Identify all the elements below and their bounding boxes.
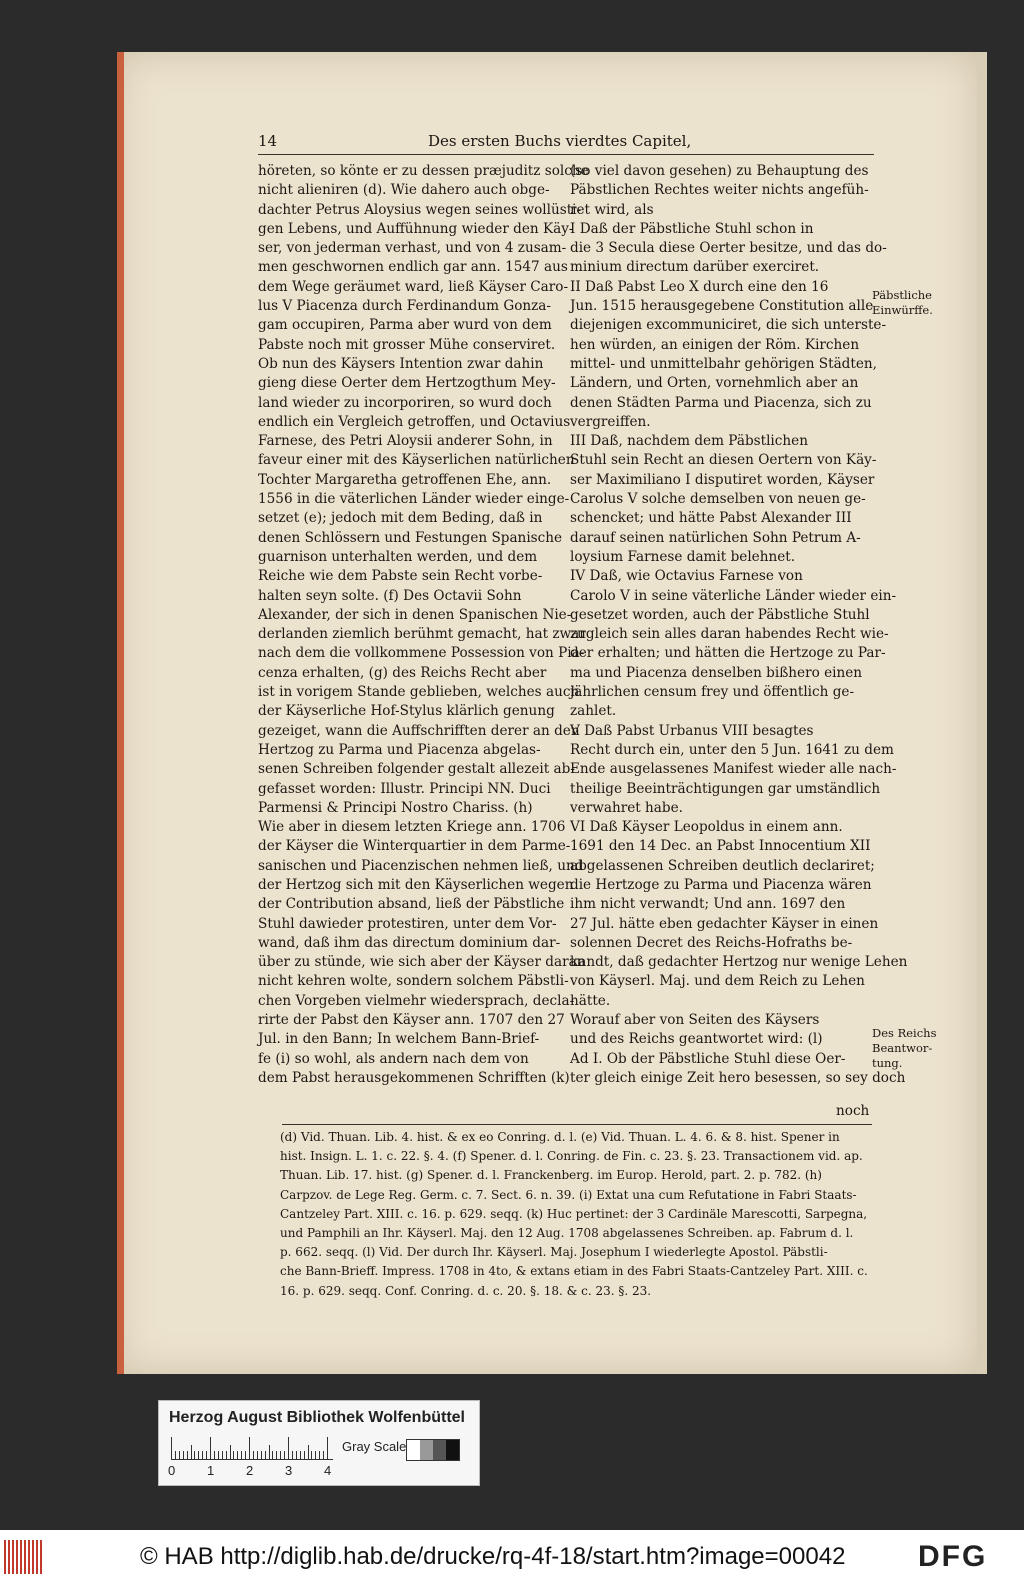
text-line: zahlet. bbox=[570, 703, 617, 720]
ruler-tick bbox=[226, 1451, 227, 1459]
text-line: schencket; und hätte Pabst Alexander III bbox=[570, 510, 852, 527]
text-line: Stuhl dawieder protestiren, unter dem Vor- bbox=[258, 915, 557, 932]
ruler-tick bbox=[284, 1451, 285, 1459]
text-line: Ob nun des Käysers Intention zwar dahin bbox=[258, 355, 544, 372]
ruler-tick bbox=[202, 1451, 203, 1459]
text-line: abgelassenen Schreiben deutlich declariret; bbox=[570, 857, 875, 874]
margin-note-line: tung. bbox=[872, 1056, 903, 1070]
text-line: Hertzog zu Parma und Piacenza abgelas- bbox=[258, 741, 541, 758]
text-line: der erhalten; und hätten die Hertzoge zu Par- bbox=[570, 645, 886, 662]
text-line: I Daß der Päbstliche Stuhl schon in bbox=[570, 220, 814, 237]
library-card bbox=[158, 1400, 480, 1486]
running-head: Des ersten Buchs vierdtes Capitel, bbox=[428, 132, 692, 150]
text-line: guarnison unterhalten werden, und dem bbox=[258, 548, 538, 565]
text-line: zugleich sein alles daran habendes Recht wie- bbox=[570, 626, 889, 643]
margin-note-line: Päbstliche bbox=[872, 288, 932, 302]
text-line: 1556 in die väterlichen Länder wieder einge- bbox=[258, 491, 570, 508]
ruler-tick bbox=[241, 1451, 242, 1459]
ruler-tick bbox=[191, 1445, 192, 1459]
text-line: denen Städten Parma und Piacenza, sich zu bbox=[570, 394, 872, 411]
footnote-line: che Bann-Brieff. Impress. 1708 in 4to, & extans etiam in des Fabri Staats-Cantzeley Part. XIII. c. bbox=[280, 1264, 868, 1279]
source-credit: © HAB http://diglib.hab.de/drucke/rq-4f-18/start.htm?image=00042 bbox=[140, 1543, 846, 1570]
gray-scale-label: Gray Scale bbox=[342, 1439, 407, 1454]
ruler-tick bbox=[288, 1437, 289, 1459]
text-line: die Hertzoge zu Parma und Piacenza wären bbox=[570, 876, 872, 893]
text-line: über zu stünde, wie sich aber der Käyser daran bbox=[258, 954, 586, 971]
text-line: gam occupiren, Parma aber wurd von dem bbox=[258, 317, 552, 334]
text-line: von Käyserl. Maj. und dem Reich zu Lehen bbox=[570, 973, 865, 990]
ruler-tick bbox=[261, 1451, 262, 1459]
scale-ruler bbox=[171, 1437, 333, 1460]
footnote-line: p. 662. seqq. (l) Vid. Der durch Ihr. Käyserl. Maj. Josephum I wiederlegte Apostol. Päbstli- bbox=[280, 1245, 828, 1260]
text-line: VI Daß Käyser Leopoldus in einem ann. bbox=[570, 819, 843, 836]
text-line: der Käyserliche Hof-Stylus klärlich genung bbox=[258, 703, 555, 720]
text-line: Ende ausgelassenes Manifest wieder alle nach- bbox=[570, 761, 897, 778]
ruler-tick bbox=[198, 1451, 199, 1459]
ruler-tick bbox=[214, 1451, 215, 1459]
text-line: derlanden ziemlich berühmt gemacht, hat zwar bbox=[258, 626, 586, 643]
text-line: Carolus V solche demselben von neuen ge- bbox=[570, 491, 866, 508]
ruler-tick bbox=[269, 1445, 270, 1459]
text-line: IV Daß, wie Octavius Farnese von bbox=[570, 568, 803, 585]
ruler-tick bbox=[175, 1451, 176, 1459]
text-line: rirte der Pabst den Käyser ann. 1707 den 27 bbox=[258, 1012, 565, 1029]
text-line: hätte. bbox=[570, 992, 611, 1009]
text-line: sanischen und Piacenzischen nehmen ließ, und bbox=[258, 857, 584, 874]
ruler-tick bbox=[245, 1451, 246, 1459]
text-line: cenza erhalten, (g) des Reichs Recht aber bbox=[258, 664, 547, 681]
text-line: minium directum darüber exerciret. bbox=[570, 259, 820, 276]
text-line: Jul. in den Bann; In welchem Bann-Brief- bbox=[258, 1031, 540, 1048]
text-line: theilige Beeinträchtigungen gar umständlich bbox=[570, 780, 881, 797]
ruler-tick bbox=[171, 1437, 172, 1459]
text-line: ma und Piacenza denselben bißhero einen bbox=[570, 664, 863, 681]
text-line: nicht kehren wolte, sondern solchem Päbstli- bbox=[258, 973, 569, 990]
ruler-tick bbox=[187, 1451, 188, 1459]
text-line: Jun. 1515 herausgegebene Constitution alle bbox=[570, 298, 874, 315]
ruler-tick bbox=[319, 1451, 320, 1459]
text-line: Carolo V in seine väterliche Länder wieder ein- bbox=[570, 587, 897, 604]
text-line: senen Schreiben folgender gestalt allezeit ab- bbox=[258, 761, 575, 778]
ruler-tick bbox=[179, 1451, 180, 1459]
margin-note-line: Des Reichs bbox=[872, 1026, 937, 1040]
ruler-tick bbox=[194, 1451, 195, 1459]
text-line: Parmensi & Principi Nostro Chariss. (h) bbox=[258, 799, 533, 816]
text-line: Reiche wie dem Pabste sein Recht vorbe- bbox=[258, 568, 543, 585]
text-line: dem Wege geräumet ward, ließ Käyser Caro- bbox=[258, 278, 569, 295]
ruler-number: 1 bbox=[207, 1463, 215, 1478]
ruler-tick bbox=[272, 1451, 273, 1459]
text-line: gefasset worden: Illustr. Principi NN. Duci bbox=[258, 780, 551, 797]
margin-note-reply bbox=[872, 1026, 936, 1071]
text-line: ser Maximiliano I disputiret worden, Käyser bbox=[570, 471, 875, 488]
text-line: solennen Decret des Reichs-Hofraths be- bbox=[570, 934, 853, 951]
ruler-tick bbox=[280, 1451, 281, 1459]
margin-note-objections bbox=[872, 288, 933, 318]
text-line: loysium Farnese damit belehnet. bbox=[570, 548, 796, 565]
dfg-logo: DFG bbox=[918, 1540, 988, 1573]
text-line: ter gleich einige Zeit hero besessen, so sey doch bbox=[570, 1069, 906, 1086]
text-line: hen würden, an einigen der Röm. Kirchen bbox=[570, 336, 860, 353]
footnote-line: und Pamphili an Ihr. Käyserl. Maj. den 12 Aug. 1708 abgelassenes Schreiben. ap. Fabrum d. l. bbox=[280, 1226, 854, 1241]
footnote-line: 16. p. 629. seqq. Conf. Conring. d. c. 20. §. 18. & c. 23. §. 23. bbox=[280, 1283, 652, 1298]
ruler-tick bbox=[210, 1437, 211, 1459]
text-line: III Daß, nachdem dem Päbstlichen bbox=[570, 433, 808, 450]
text-line: endlich ein Vergleich getroffen, und Octavius bbox=[258, 413, 571, 430]
margin-note-line: Einwürffe. bbox=[872, 303, 933, 317]
footnote-line: Carpzov. de Lege Reg. Germ. c. 7. Sect. 6. n. 39. (i) Extat una cum Refutatione in Fabri Staats- bbox=[280, 1187, 857, 1202]
text-line: kandt, daß gedachter Hertzog nur wenige Lehen bbox=[570, 954, 908, 971]
ruler-tick bbox=[296, 1451, 297, 1459]
ruler-tick bbox=[308, 1445, 309, 1459]
text-line: II Daß Pabst Leo X durch eine den 16 bbox=[570, 278, 829, 295]
text-line: setzet (e); jedoch mit dem Beding, daß in bbox=[258, 510, 543, 527]
text-line: lus V Piacenza durch Ferdinandum Gonza- bbox=[258, 298, 552, 315]
ruler-tick bbox=[265, 1451, 266, 1459]
text-line: Worauf aber von Seiten des Käysers bbox=[570, 1012, 820, 1029]
footnote-line: Thuan. Lib. 17. hist. (g) Spener. d. l. Franckenberg. im Europ. Herold, part. 2. p. 782. (h) bbox=[280, 1168, 822, 1183]
text-line: gezeiget, wann die Auffschrifften derer an den bbox=[258, 722, 580, 739]
text-line: Wie aber in diesem letzten Kriege ann. 1706 bbox=[258, 819, 566, 836]
text-line: verwahret habe. bbox=[570, 799, 683, 816]
ruler-number: 3 bbox=[285, 1463, 293, 1478]
text-line: mittel- und unmittelbahr gehörigen Städten, bbox=[570, 355, 877, 372]
text-line: Ländern, und Orten, vornehmlich aber an bbox=[570, 375, 859, 392]
text-line: gen Lebens, und Auffühnung wieder den Käy- bbox=[258, 220, 574, 237]
text-line: der Contribution absand, ließ der Päbstliche bbox=[258, 896, 565, 913]
text-line: faveur einer mit des Käyserlichen natürlichen bbox=[258, 452, 575, 469]
running-header bbox=[258, 132, 874, 155]
text-line: 1691 den 14 Dec. an Pabst Innocentium XII bbox=[570, 838, 871, 855]
text-line: der Hertzog sich mit den Käyserlichen wegen bbox=[258, 876, 574, 893]
text-line: ihm nicht verwandt; Und ann. 1697 den bbox=[570, 896, 846, 913]
text-line: ist in vorigem Stande geblieben, welches auch bbox=[258, 684, 580, 701]
ruler-tick bbox=[315, 1451, 316, 1459]
page-fore-edge bbox=[977, 52, 987, 1374]
text-line: Recht durch ein, unter den 5 Jun. 1641 zu dem bbox=[570, 741, 894, 758]
text-line: wand, daß ihm das directum dominium dar- bbox=[258, 934, 561, 951]
text-line: Tochter Margaretha getroffenen Ehe, ann. bbox=[258, 471, 552, 488]
text-line: chen Vorgeben vielmehr wiedersprach, decla- bbox=[258, 992, 575, 1009]
text-line: gieng diese Oerter dem Hertzogthum Mey- bbox=[258, 375, 556, 392]
catchword: noch bbox=[836, 1103, 870, 1119]
hab-logo-icon bbox=[4, 1540, 44, 1574]
ruler-tick bbox=[311, 1451, 312, 1459]
footnote-line: (d) Vid. Thuan. Lib. 4. hist. & ex eo Conring. d. l. (e) Vid. Thuan. L. 4. 6. & 8. hist. Spener in bbox=[280, 1130, 840, 1144]
ruler-number: 4 bbox=[324, 1463, 332, 1478]
text-line: halten seyn solte. (f) Des Octavii Sohn bbox=[258, 587, 522, 604]
ruler-tick bbox=[300, 1451, 301, 1459]
ruler-tick bbox=[183, 1451, 184, 1459]
text-line: Päbstlichen Rechtes weiter nichts angefüh- bbox=[570, 182, 869, 199]
ruler-number: 0 bbox=[168, 1463, 176, 1478]
ruler-tick bbox=[206, 1451, 207, 1459]
page-binding-edge bbox=[117, 52, 124, 1374]
text-line: dachter Petrus Aloysius wegen seines wollüsti- bbox=[258, 201, 582, 218]
text-line: (so viel davon gesehen) zu Behauptung des bbox=[570, 163, 869, 179]
ruler-number: 2 bbox=[246, 1463, 254, 1478]
text-line: der Käyser die Winterquartier in dem Parme- bbox=[258, 838, 571, 855]
text-line: diejenigen excommuniciret, die sich unterste- bbox=[570, 317, 887, 334]
text-line: Ad I. Ob der Päbstliche Stuhl diese Oer- bbox=[570, 1050, 846, 1067]
text-line: ret wird, als bbox=[570, 201, 654, 218]
text-line: 27 Jul. hätte eben gedachter Käyser in einen bbox=[570, 915, 879, 932]
ruler-tick bbox=[304, 1451, 305, 1459]
text-line: vergreiffen. bbox=[570, 413, 651, 430]
text-line: denen Schlössern und Festungen Spanische bbox=[258, 529, 563, 546]
text-line: Pabste noch mit grosser Mühe conserviret. bbox=[258, 336, 556, 353]
library-name: Herzog August Bibliothek Wolfenbüttel bbox=[169, 1409, 465, 1426]
page-number: 14 bbox=[258, 132, 278, 150]
ruler-tick bbox=[323, 1451, 324, 1459]
footnote-rule bbox=[282, 1124, 872, 1125]
text-line: V Daß Pabst Urbanus VIII besagtes bbox=[570, 722, 814, 739]
text-line: nicht alieniren (d). Wie dahero auch obge- bbox=[258, 182, 550, 199]
text-line: darauf seinen natürlichen Sohn Petrum A- bbox=[570, 529, 861, 546]
text-line: höreten, so könte er zu dessen præjuditz solche bbox=[258, 163, 589, 179]
margin-note-line: Beantwor- bbox=[872, 1041, 933, 1055]
footnotes bbox=[280, 1128, 880, 1301]
text-line: men geschwornen endlich gar ann. 1547 aus bbox=[258, 259, 568, 276]
text-line: jährlichen censum frey und öffentlich ge- bbox=[570, 684, 855, 701]
ruler-tick bbox=[233, 1451, 234, 1459]
ruler-tick bbox=[253, 1451, 254, 1459]
text-line: Farnese, des Petri Aloysii anderer Sohn, in bbox=[258, 433, 553, 450]
ruler-tick bbox=[222, 1451, 223, 1459]
text-line: und des Reichs geantwortet wird: (l) bbox=[570, 1031, 823, 1048]
text-line: ser, von jederman verhast, und von 4 zusam- bbox=[258, 240, 567, 257]
ruler-tick bbox=[249, 1437, 250, 1459]
ruler-tick bbox=[257, 1451, 258, 1459]
text-line: dem Pabst herausgekommenen Schrifften (k) bbox=[258, 1069, 570, 1086]
text-line: fe (i) so wohl, als andern nach dem von bbox=[258, 1050, 529, 1067]
ruler-tick bbox=[292, 1451, 293, 1459]
text-line: Stuhl sein Recht an diesen Oertern von Käy- bbox=[570, 452, 877, 469]
ruler-tick bbox=[218, 1451, 219, 1459]
text-line: nach dem die vollkommene Possession von Pia- bbox=[258, 645, 585, 662]
ruler-tick bbox=[237, 1451, 238, 1459]
ruler-tick bbox=[276, 1451, 277, 1459]
text-line: gesetzet worden, auch der Päbstliche Stuhl bbox=[570, 606, 870, 623]
text-line: land wieder zu incorporiren, so wurd doch bbox=[258, 394, 552, 411]
ruler-tick bbox=[230, 1445, 231, 1459]
ruler-tick bbox=[327, 1437, 328, 1459]
text-line: die 3 Secula diese Oerter besitze, und das do- bbox=[570, 240, 887, 257]
footnote-line: hist. Insign. L. 1. c. 22. §. 4. (f) Spener. d. l. Conring. de Fin. c. 23. §. 23. Transactionem vid. ap. bbox=[280, 1149, 863, 1164]
footnote-line: Cantzeley Part. XIII. c. 16. p. 629. seqq. (k) Huc pertinet: der 3 Cardinäle Marescotti, Sarpegna, bbox=[280, 1206, 868, 1221]
text-line: Alexander, der sich in denen Spanischen Nie- bbox=[258, 606, 572, 623]
left-text-column bbox=[258, 162, 589, 1088]
gray-scale-swatch bbox=[406, 1439, 460, 1461]
